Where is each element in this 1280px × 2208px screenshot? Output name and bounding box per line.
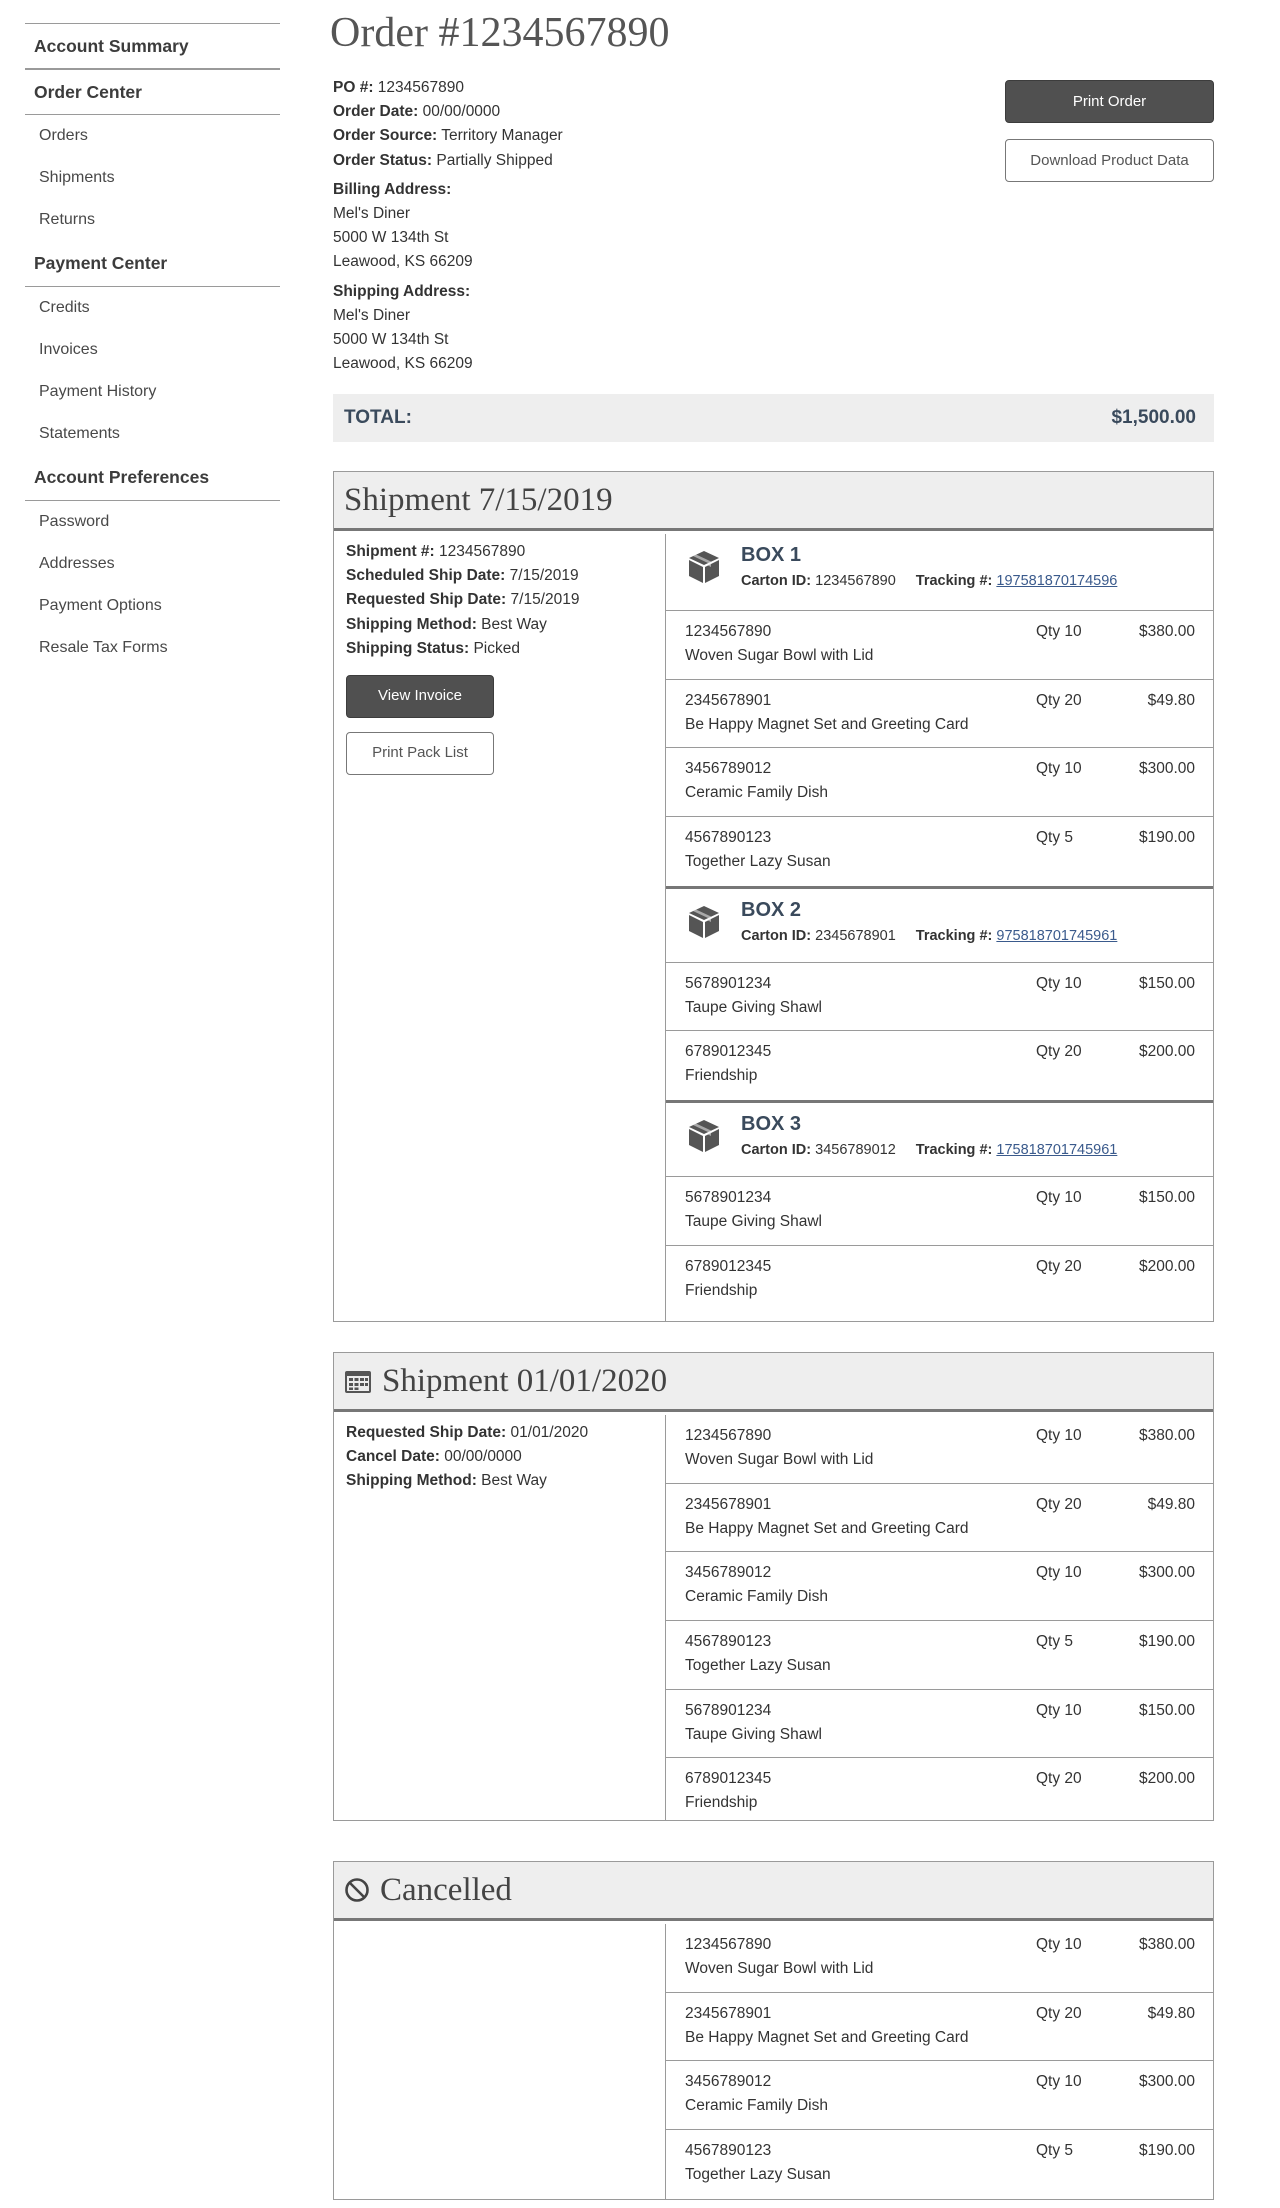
- billing-line: Leawood, KS 66209: [333, 253, 473, 271]
- info-label: Shipping Status:: [346, 639, 470, 657]
- item-name: Be Happy Magnet Set and Greeting Card: [685, 2028, 969, 2046]
- item-name: Ceramic Family Dish: [685, 784, 828, 802]
- item-name: Together Lazy Susan: [685, 2166, 831, 2184]
- item-sku: 5678901234: [685, 974, 772, 992]
- line-item-row: [666, 680, 1213, 749]
- order-date-label: Order Date:: [333, 103, 419, 121]
- shipment-info-line: [346, 588, 653, 612]
- cancel-icon: [344, 1877, 370, 1903]
- shipment-info-line: [346, 1421, 653, 1445]
- shipment-2-info: [334, 1415, 666, 1820]
- info-label: Requested Ship Date:: [346, 591, 507, 609]
- info-value: 7/15/2019: [509, 567, 579, 585]
- tracking-link[interactable]: 197581870174596: [996, 573, 1118, 589]
- item-qty: Qty 20: [1036, 2004, 1082, 2022]
- item-name: Friendship: [685, 1067, 758, 1085]
- shipment-1-boxes: [666, 534, 1213, 1315]
- sidebar-group-order-center[interactable]: Order Center: [25, 69, 280, 115]
- info-value: Picked: [473, 639, 520, 657]
- box-title: BOX 1: [741, 544, 802, 566]
- item-name: Taupe Giving Shawl: [685, 1213, 822, 1231]
- tracking-link[interactable]: 175818701745961: [996, 1142, 1118, 1159]
- item-sku: 3456789012: [685, 2073, 772, 2091]
- item-price: $300.00: [1138, 2073, 1195, 2091]
- page-title: Order #1234567890: [330, 10, 670, 56]
- line-item-row: [666, 2130, 1213, 2199]
- item-name: Woven Sugar Bowl with Lid: [685, 1960, 874, 1977]
- line-item-row: [666, 2061, 1213, 2130]
- item-qty: Qty 20: [1036, 1495, 1082, 1513]
- total-value: $1,500.00: [1111, 407, 1196, 428]
- download-product-data-button[interactable]: Download Product Data: [1005, 139, 1214, 182]
- item-sku: 1234567890: [685, 623, 772, 640]
- item-sku: 6789012345: [685, 1043, 772, 1061]
- order-source-value: Territory Manager: [441, 127, 563, 145]
- cancelled-panel: [333, 1861, 1214, 2200]
- info-label: Shipment #:: [346, 543, 435, 560]
- shipping-line: Leawood, KS 66209: [333, 355, 473, 373]
- carton-label: Carton ID:: [741, 927, 812, 944]
- item-sku: 1234567890: [685, 1427, 772, 1444]
- item-price: $300.00: [1138, 760, 1195, 778]
- item-price: $49.80: [1147, 691, 1195, 709]
- item-name: Ceramic Family Dish: [685, 1588, 828, 1606]
- billing-address-label: Billing Address:: [333, 180, 452, 198]
- item-qty: Qty 10: [1036, 1427, 1082, 1444]
- item-price: $380.00: [1138, 623, 1195, 640]
- item-price: $49.80: [1147, 1495, 1195, 1513]
- item-qty: Qty 20: [1036, 1770, 1082, 1788]
- order-source-label: Order Source:: [333, 127, 438, 145]
- cancelled-info: [334, 1924, 666, 2199]
- item-price: $150.00: [1138, 1189, 1195, 1207]
- item-name: Be Happy Magnet Set and Greeting Card: [685, 1519, 969, 1537]
- carton-label: Carton ID:: [741, 1142, 812, 1159]
- sidebar-item-password[interactable]: Password: [39, 513, 110, 530]
- calendar-icon: [344, 1368, 372, 1394]
- sidebar-item-returns[interactable]: Returns: [39, 211, 96, 228]
- line-item-row: [666, 1690, 1213, 1759]
- sidebar-nav: [25, 23, 280, 669]
- item-price: $150.00: [1138, 1701, 1195, 1719]
- item-price: $190.00: [1138, 829, 1195, 847]
- cancelled-title: Cancelled: [380, 1871, 512, 1908]
- sidebar-item-orders[interactable]: Orders: [39, 127, 88, 144]
- item-name: Friendship: [685, 1794, 758, 1812]
- shipment-1-info: [334, 534, 666, 1321]
- shipment-2-title: Shipment 01/01/2020: [382, 1362, 668, 1399]
- item-sku: 2345678901: [685, 691, 772, 709]
- order-status-label: Order Status:: [333, 151, 433, 169]
- info-label: Requested Ship Date:: [346, 1424, 507, 1441]
- item-sku: 1234567890: [685, 1936, 772, 1953]
- line-item-row: [666, 1031, 1213, 1100]
- po-value: 1234567890: [377, 79, 465, 96]
- shipping-address: [333, 280, 933, 377]
- carton-id: 1234567890: [815, 573, 896, 589]
- sidebar-item-invoices[interactable]: Invoices: [39, 341, 98, 358]
- item-price: $380.00: [1138, 1427, 1195, 1444]
- info-value: 01/01/2020: [510, 1424, 589, 1441]
- line-item-row: [666, 1993, 1213, 2062]
- shipping-line: 5000 W 134th St: [333, 331, 449, 349]
- item-qty: Qty 10: [1036, 974, 1082, 992]
- shipment-panel-2: [333, 1352, 1214, 1821]
- billing-line: Mel's Diner: [333, 205, 411, 223]
- line-item-row: [666, 1924, 1213, 1993]
- order-status-line: [333, 149, 933, 173]
- shipment-info-line: [346, 637, 653, 661]
- tracking-label: Tracking #:: [915, 927, 993, 944]
- info-label: Scheduled Ship Date:: [346, 567, 506, 585]
- sidebar-item-payment-options[interactable]: Payment Options: [39, 597, 162, 614]
- sidebar-item-resale-tax-forms[interactable]: Resale Tax Forms: [39, 639, 168, 656]
- item-qty: Qty 20: [1036, 691, 1082, 709]
- line-item-row: [666, 1177, 1213, 1246]
- box-meta: [741, 928, 1117, 944]
- item-name: Taupe Giving Shawl: [685, 1725, 822, 1743]
- shipping-line: Mel's Diner: [333, 306, 411, 324]
- line-item-row: [666, 1621, 1213, 1690]
- item-sku: 5678901234: [685, 1701, 772, 1719]
- item-price: $200.00: [1138, 1043, 1195, 1061]
- item-price: $190.00: [1138, 2142, 1195, 2160]
- order-status-value: Partially Shipped: [436, 151, 553, 169]
- item-qty: Qty 10: [1036, 760, 1082, 778]
- carton-label: Carton ID:: [741, 573, 812, 589]
- item-qty: Qty 10: [1036, 1189, 1082, 1207]
- box-icon: [688, 550, 720, 589]
- box-meta: [741, 573, 1117, 589]
- box-header: [666, 1100, 1213, 1177]
- item-sku: 3456789012: [685, 1564, 772, 1582]
- sidebar-item-statements[interactable]: Statements: [39, 425, 120, 442]
- item-name: Be Happy Magnet Set and Greeting Card: [685, 715, 969, 733]
- item-name: Together Lazy Susan: [685, 853, 831, 871]
- line-item-row: [666, 1415, 1213, 1484]
- shipment-info-line: [346, 540, 653, 564]
- tracking-link[interactable]: 975818701745961: [996, 927, 1118, 944]
- order-details: [333, 76, 933, 376]
- box-title: BOX 2: [741, 898, 802, 921]
- info-label: Cancel Date:: [346, 1448, 440, 1466]
- info-label: Shipping Method:: [346, 615, 477, 633]
- billing-line: 5000 W 134th St: [333, 229, 449, 247]
- item-qty: Qty 20: [1036, 1043, 1082, 1061]
- sidebar-item-credits[interactable]: Credits: [39, 299, 90, 316]
- box-header: [666, 886, 1213, 963]
- order-total-bar: [333, 394, 1214, 442]
- item-name: Together Lazy Susan: [685, 1657, 831, 1675]
- item-qty: Qty 10: [1036, 623, 1082, 640]
- item-qty: Qty 5: [1036, 829, 1074, 847]
- box-meta: [741, 1142, 1117, 1158]
- sidebar-item-payment-history[interactable]: Payment History: [39, 383, 157, 400]
- item-sku: 4567890123: [685, 2142, 772, 2160]
- view-invoice-button[interactable]: View Invoice: [346, 675, 494, 718]
- tracking-label: Tracking #:: [915, 1142, 993, 1159]
- line-item-row: [666, 817, 1213, 886]
- box-title: BOX 3: [741, 1113, 802, 1136]
- shipment-1-title: Shipment 7/15/2019: [344, 481, 613, 518]
- item-name: Ceramic Family Dish: [685, 2097, 828, 2115]
- item-price: $200.00: [1138, 1770, 1195, 1788]
- shipment-1-header: [334, 472, 1213, 531]
- info-value: 1234567890: [439, 543, 526, 560]
- carton-id: 2345678901: [815, 927, 896, 944]
- item-qty: Qty 5: [1036, 1633, 1074, 1651]
- line-item-row: [666, 1246, 1213, 1315]
- item-price: $150.00: [1138, 974, 1195, 992]
- po-line: [333, 76, 933, 100]
- shipment-info-line: [346, 1469, 653, 1493]
- shipment-panel-1: [333, 471, 1214, 1322]
- item-qty: Qty 10: [1036, 1701, 1082, 1719]
- box-icon: [688, 1119, 720, 1158]
- total-label: TOTAL:: [344, 407, 412, 428]
- item-sku: 6789012345: [685, 1257, 772, 1275]
- order-date-value: 00/00/0000: [422, 103, 501, 121]
- item-name: Woven Sugar Bowl with Lid: [685, 647, 874, 664]
- line-item-row: [666, 748, 1213, 817]
- item-qty: Qty 10: [1036, 2073, 1082, 2091]
- item-name: Woven Sugar Bowl with Lid: [685, 1451, 874, 1468]
- shipment-info-line: [346, 613, 653, 637]
- item-name: Friendship: [685, 1281, 758, 1299]
- item-price: $300.00: [1138, 1564, 1195, 1582]
- item-qty: Qty 20: [1036, 1257, 1082, 1275]
- shipment-2-items: [666, 1415, 1213, 1827]
- item-price: $380.00: [1138, 1936, 1195, 1953]
- info-label: Shipping Method:: [346, 1472, 477, 1490]
- po-label: PO #:: [333, 79, 374, 96]
- sidebar-group-payment-center[interactable]: Payment Center: [25, 241, 280, 287]
- shipment-info-line: [346, 1445, 653, 1469]
- sidebar-group-account-preferences[interactable]: Account Preferences: [25, 455, 280, 501]
- print-order-button[interactable]: Print Order: [1005, 80, 1214, 123]
- sidebar-group-account-summary[interactable]: Account Summary: [25, 23, 280, 69]
- info-value: 00/00/0000: [444, 1448, 522, 1466]
- line-item-row: [666, 1552, 1213, 1621]
- item-sku: 6789012345: [685, 1770, 772, 1788]
- item-sku: 3456789012: [685, 760, 772, 778]
- item-sku: 5678901234: [685, 1189, 772, 1207]
- shipment-2-header: [334, 1353, 1213, 1412]
- sidebar-item-shipments[interactable]: Shipments: [39, 169, 115, 186]
- item-sku: 2345678901: [685, 1495, 772, 1513]
- line-item-row: [666, 1758, 1213, 1827]
- print-pack-list-button[interactable]: Print Pack List: [346, 732, 494, 775]
- item-name: Taupe Giving Shawl: [685, 998, 822, 1016]
- item-sku: 4567890123: [685, 1633, 772, 1651]
- cancelled-items: [666, 1924, 1213, 2199]
- item-price: $200.00: [1138, 1257, 1195, 1275]
- carton-id: 3456789012: [815, 1142, 896, 1159]
- item-sku: 2345678901: [685, 2004, 772, 2022]
- sidebar-item-addresses[interactable]: Addresses: [39, 555, 115, 572]
- order-date-line: [333, 100, 933, 124]
- info-value: Best Way: [481, 1472, 547, 1490]
- box-icon: [688, 905, 720, 944]
- billing-address: [333, 178, 933, 275]
- line-item-row: [666, 611, 1213, 680]
- order-source-line: [333, 124, 933, 148]
- item-price: $190.00: [1138, 1633, 1195, 1651]
- cancelled-header: [334, 1862, 1213, 1921]
- item-price: $49.80: [1147, 2004, 1195, 2022]
- item-qty: Qty 10: [1036, 1936, 1082, 1953]
- box-header: [666, 534, 1213, 611]
- item-sku: 4567890123: [685, 829, 772, 847]
- shipment-info-line: [346, 564, 653, 588]
- tracking-label: Tracking #:: [915, 573, 993, 589]
- shipping-address-label: Shipping Address:: [333, 282, 471, 300]
- line-item-row: [666, 1484, 1213, 1553]
- item-qty: Qty 5: [1036, 2142, 1074, 2160]
- info-value: 7/15/2019: [510, 591, 580, 609]
- item-qty: Qty 10: [1036, 1564, 1082, 1582]
- line-item-row: [666, 963, 1213, 1032]
- info-value: Best Way: [481, 615, 547, 633]
